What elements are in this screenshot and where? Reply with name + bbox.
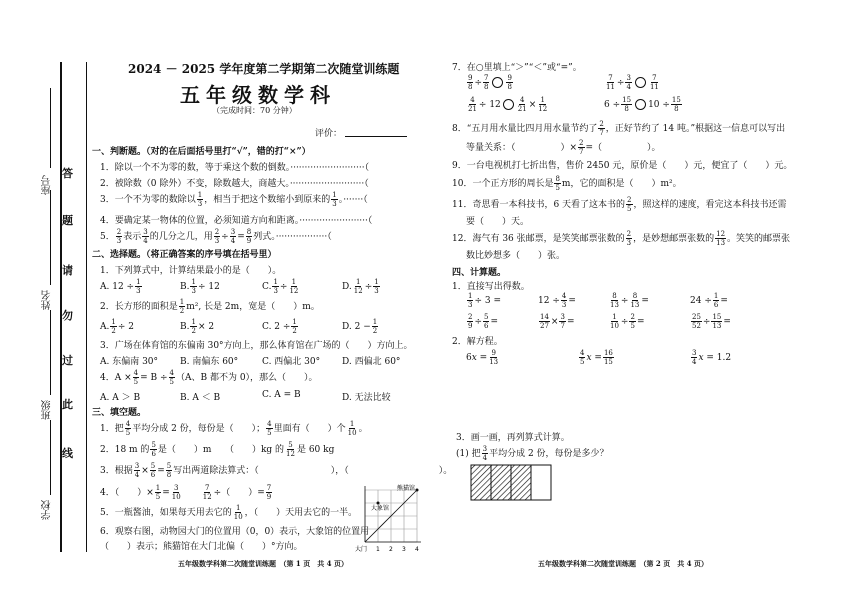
draw-heading: 3．画一画，再列算式计算。: [456, 433, 570, 443]
s2-q4-option-b: B. A ＜ B: [180, 393, 221, 403]
equation-2: $\frac{4}{5}$ x = $\frac{16}{15}$: [580, 349, 613, 366]
calc-item: $\frac{2}{9}$ ÷ $\frac{5}{6}$ =: [468, 313, 499, 330]
section4-heading: 四、计算题。: [452, 268, 507, 278]
binding-char: 答: [62, 167, 73, 180]
s2-q1-option-b: B. $\frac{1}{3}$ ÷ 12: [180, 278, 220, 295]
gate-label: 大门: [355, 546, 368, 553]
s2-q3-option-d: D. 西偏北 60°: [342, 357, 401, 367]
binding-char: 线: [62, 447, 73, 460]
r-q8c: 等量关系：（ ）× $\frac{2}{7}$ =（ ）。: [466, 139, 661, 156]
binding-char: 勿: [62, 309, 73, 322]
s2-q4-option-d: D. 无法比较: [342, 393, 391, 403]
r-q12d: 数比妙想多（ ）张。: [466, 251, 566, 261]
school-label: 学校: [42, 500, 53, 520]
s3-q6b: （ ）表示；熊猫馆在大门北偏（ ）°方向。: [100, 542, 303, 552]
s2-q1-option-c: C. $\frac{1}{3}$ ÷ $\frac{1}{12}$: [262, 278, 299, 295]
section1-heading: 一、判断题。（对的在后面括号里打“√”，错的打“×”）: [92, 147, 311, 157]
compare-4: 6 ÷ $\frac{15}{8}$ 10 ÷ $\frac{15}{8}$: [604, 96, 681, 113]
time-limit: （完成时间：70 分钟）: [212, 106, 297, 115]
tick: 3: [402, 546, 406, 553]
binding-char: 过: [62, 354, 73, 367]
s2-q2-option-c: C. 2 ÷ $\frac{1}{2}$: [262, 318, 297, 335]
r-q11c: 要（ ）天。: [466, 217, 530, 227]
compare-1: $\frac{9}{8}$ ÷ $\frac{7}{8}$ $\frac{9}{8}$: [468, 74, 512, 91]
s3-q3: 3．根据 $\frac{3}{4}$ × $\frac{5}{6}$ = $\frac{5}{8}$ 写出两道除法算式：（ ），（ ）。: [100, 462, 453, 479]
binding-char: 此: [62, 398, 73, 411]
r-q12a: 12．海气有 36 张邮票，是笑笑邮票张数的 $\frac{2}{3}$ ，是妙想邮票张数的 $\frac{12}{13}$ 。笑笑的邮票张: [452, 230, 791, 247]
s2-q1-option-a: A. 12 ÷ $\frac{1}{3}$: [100, 278, 141, 295]
equation-heading: 2．解方程。: [452, 337, 503, 347]
equation-1: 6x = $\frac{9}{13}$: [466, 349, 499, 366]
tick: 4: [415, 546, 419, 553]
calc-item: 24 ÷ $\frac{1}{6}$ =: [690, 292, 728, 309]
s2-q1: 1．下列算式中，计算结果最小的是（ ）。: [100, 266, 282, 276]
r-q11a: 11．奇思看一本科技书，6 天看了这本书的 $\frac{2}{5}$ ，照这样的速度，看完这本科技书还需: [452, 196, 787, 213]
calc-item: $\frac{8}{13}$ ÷ $\frac{8}{13}$ =: [610, 292, 649, 309]
s3-q2: 2．18 m 的 $\frac{5}{6}$ 是（ ）m （ ）kg 的 $\frac{5}{12}$ 是 60 kg: [100, 441, 335, 458]
section3-heading: 三、填空题。: [92, 408, 147, 418]
exam-title: 2024 － 2025 学年度第二学期第二次随堂训练题: [128, 62, 400, 76]
r-q7: 7．在○里填上“＞”“＜”或“=”。: [452, 63, 582, 73]
page2-footer: 五年级数学科第二次随堂训练题 （第 2 页 共 4 页）: [538, 559, 708, 568]
s1-q1: 1．除以一个不为零的数，等于乘这个数的倒数。··························（: [100, 163, 370, 173]
subject-title: 五年级数学科: [180, 83, 336, 107]
draw-q1: (1) 把 $\frac{3}{4}$ 平均分成 2 份，每份是多少？: [456, 445, 609, 462]
name-label: 姓名: [42, 290, 53, 310]
s2-q4: 4．A × $\frac{4}{5}$ = B ÷ $\frac{4}{5}$ （A、B 都不为 0），那么（ ）。: [100, 369, 318, 386]
r-q10: 10．一个正方形的周长是 $\frac{8}{5}$ m，它的面积是（ ）m²。: [452, 175, 682, 192]
calc-item: $\frac{1}{3}$ ÷ 3 =: [468, 292, 501, 309]
calc-item: $\frac{1}{10}$ ÷ $\frac{2}{5}$ =: [610, 313, 645, 330]
s3-q5: 5．一瓶酱油，如果每天用去它的 $\frac{1}{10}$ ，（ ）天用去它的一半。: [100, 504, 358, 521]
s2-q3-option-c: C. 西偏北 30°: [262, 357, 321, 367]
binding-char: 题: [62, 214, 73, 227]
s2-q3-option-a: A. 东偏南 30°: [100, 357, 159, 367]
s2-q2-option-a: A. $\frac{1}{2}$ ÷ 2: [100, 318, 134, 335]
zoo-grid-diagram: [355, 482, 425, 554]
calc-item: $\frac{25}{52}$ ÷ $\frac{15}{13}$ =: [692, 313, 731, 330]
s3-q1: 1．把 $\frac{4}{5}$ 平均分成 2 份，每份是（ ）； $\frac{4}{5}$ 里面有（ ）个 $\frac{1}{10}$ 。: [100, 420, 368, 437]
section2-heading: 二、选择题。（将正确答案的序号填在括号里）: [92, 250, 277, 260]
fraction-bar-diagram: [470, 464, 554, 502]
s2-q1-option-d: D. $\frac{1}{12}$ ÷ $\frac{1}{3}$: [342, 278, 379, 295]
s1-q5: 5． $\frac{2}{3}$ 表示 $\frac{3}{4}$ 的几分之几，用 $\frac{2}{3}$ ÷ $\frac{3}{4}$ = $\frac{8}{9}$ 列式。··················（: [100, 228, 332, 245]
s3-q6a: 6．观察右图，动物园大门的位置用（0，0）表示，大象馆的位置用: [100, 527, 370, 537]
page1-footer: 五年级数学科第二次随堂训练题 （第 1 页 共 4 页）: [178, 559, 348, 568]
compare-3: $\frac{4}{21}$ ÷ 12 $\frac{4}{21}$ × $\frac{1}{12}$: [468, 96, 548, 113]
s1-q3: 3．一个不为零的数除以 $\frac{1}{3}$ ，相当于把这个数缩小到原来的 $\frac{1}{3}$ 。·······（: [100, 191, 368, 208]
s2-q3: 3．广场在体育馆的东偏南 30°方向上，那么体育馆在广场的（ ）方向上。: [100, 341, 413, 351]
r-q8a: 8．“五月用水量比四月用水量节约了 $\frac{2}{7}$ ，正好节约了 14 吨。”根据这一信息可以写出: [452, 120, 786, 137]
equation-3: $\frac{3}{4}$ x = 1.2: [692, 349, 732, 366]
s2-q2-option-d: D. 2 − $\frac{1}{2}$: [342, 318, 378, 335]
s1-q4: 4．要确定某一物体的位置，必须知道方向和距离。························（: [100, 216, 373, 226]
tick: 1: [376, 546, 380, 553]
compare-2: $\frac{7}{11}$ ÷ $\frac{3}{4}$ $\frac{7}{11}$: [606, 74, 659, 91]
class-label: 班级: [42, 400, 53, 420]
binding-char: 请: [62, 264, 73, 277]
s3-q4: 4．（ ）× $\frac{1}{5}$ = $\frac{3}{10}$ $\frac{7}{12}$ ÷（ ）= $\frac{7}{9}$: [100, 484, 272, 501]
s2-q4-option-c: C. A = B: [262, 390, 301, 400]
calc-item: $\frac{14}{27}$ × $\frac{3}{7}$ =: [540, 313, 575, 330]
elephant-label: 大象馆: [371, 505, 390, 512]
score-field[interactable]: [345, 136, 407, 137]
score-label: 评价：: [315, 129, 343, 139]
s2-q4-option-a: A. A ＞ B: [100, 393, 141, 403]
s2-q2-option-b: B. $\frac{1}{2}$ × 2: [180, 318, 215, 335]
tick: 2: [389, 546, 393, 553]
s1-q2: 2．被除数（0 除外）不变，除数越大，商越大。··························（: [100, 179, 369, 189]
seat-label: 座号: [42, 175, 53, 195]
s2-q3-option-b: B. 南偏东 60°: [180, 357, 239, 367]
r-q9: 9．一台电视机打七折出售，售价 2450 元，原价是（ ）元，便宜了（ ）元。: [452, 161, 793, 171]
calc-direct-heading: 1．直接写出得数。: [452, 282, 530, 292]
panda-label: 熊猫馆: [397, 485, 416, 492]
calc-item: 12 ÷ $\frac{4}{3}$ =: [538, 292, 576, 309]
s2-q2: 2．长方形的面积是 $\frac{1}{2}$ m², 长是 2m，宽是（ ）m。: [100, 298, 320, 315]
